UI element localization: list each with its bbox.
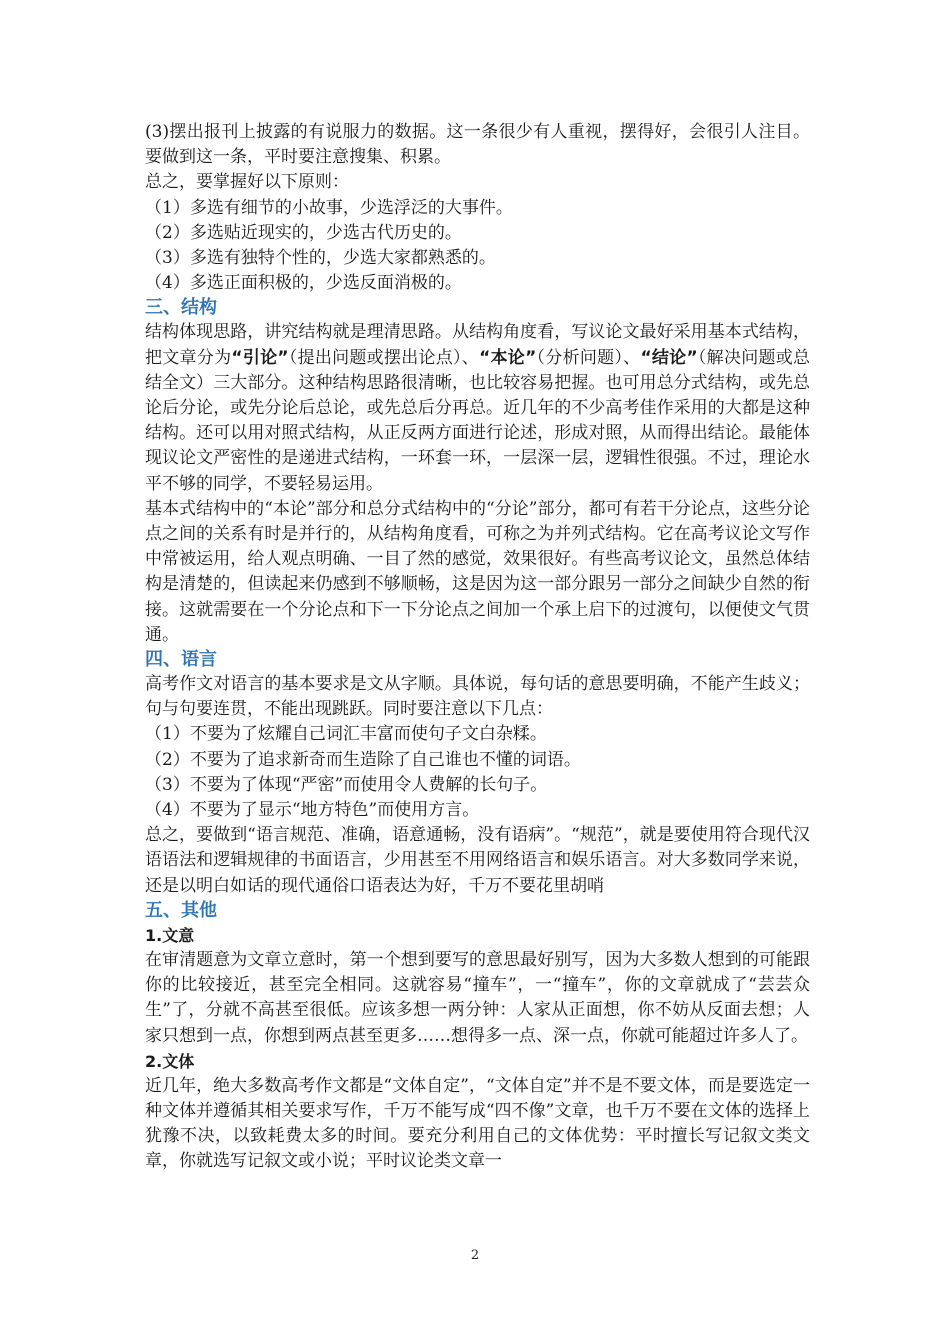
document-body [145, 120, 810, 1175]
paragraph: 在审清题意为文章立意时，第一个想到要写的意思最好别写，因为大多数人想到的可能跟你的比较接近，甚至完全相同。这就容易“撞车”，一“撞车”，你的文章就成了“芸芸众生”了，分就不高甚至很低。应该多想一两分钟：人家从正面想，你不妨从反面去想；人家只想到一点，你想到两点甚至更多……想得多一点、深一点，你就可能超过许多人了。 [145, 949, 810, 1046]
paragraph: (3)摆出报刊上披露的有说服力的数据。这一条很少有人重视，摆得好，会很引人注目。要做到这一条，平时要注意搜集、积累。 [145, 122, 810, 168]
bold-term: “结论” [640, 347, 698, 368]
text-run: （解决问题或总结全文）三大部分。这种结构思路很清晰，也比较容易把握。也可用总分式结构，或先总论后分论，或先分论后总论，或先总后分再总。近几年的不少高考佳作采用的大都是这种结构。还可以用对照式结构，从正反两方面进行论述，形成对照，从而得出结论。最能体现议论文严密性的是递进式结构，一环套一环，一层深一层，逻辑性很强。不过，理论水平不够的同学，不要轻易运用。 [145, 347, 811, 494]
subheading-genre: 2.文体 [145, 1051, 195, 1071]
text-run: （分析问题）、 [536, 347, 641, 368]
bold-term: “引论” [231, 347, 289, 368]
paragraph [145, 320, 810, 496]
list-item: （4）不要为了显示“地方特色”而使用方言。 [145, 800, 480, 821]
text-run: 结构体现思路，讲究结构就是理清思路。从结构角度看，写议论文最好采用基本式结构，把文章分为 [145, 322, 810, 368]
subheading-meaning: 1.文意 [145, 925, 195, 945]
list-item: （2）多选贴近现实的，少选古代历史的。 [145, 222, 462, 243]
paragraph: 总之，要做到“语言规范、准确，语意通畅，没有语病”。“规范”，就是要使用符合现代汉语语法和逻辑规律的书面语言，少用甚至不用网络语言和娱乐语言。对大多数同学来说，还是以明白如话的现代通俗口语表达为好，千万不要花里胡哨 [145, 825, 810, 896]
list-item: （4）多选正面积极的，少选反面消极的。 [145, 273, 462, 294]
list-item: （1）不要为了炫耀自己词汇丰富而使句子文白杂糅。 [145, 724, 547, 745]
list-item: （3）多选有独特个性的，少选大家都熟悉的。 [145, 248, 496, 269]
list-item: （3）不要为了体现“严密”而使用令人费解的长句子。 [145, 774, 548, 795]
paragraph: 基本式结构中的“本论”部分和总分式结构中的“分论”部分，都可有若干分论点，这些分论点之间的关系有时是并行的，从结构角度看，可称之为并列式结构。它在高考议论文写作中常被运用，给人观点明确、一目了然的感觉，效果很好。有些高考议论文，虽然总体结构是清楚的，但读起来仍感到不够顺畅，这是因为这一部分跟另一部分之间缺少自然的衔接。这就需要在一个分论点和下一下分论点之间加一个承上启下的过渡句，以便使文气贯通。 [145, 498, 810, 645]
paragraph: 高考作文对语言的基本要求是文从字顺。具体说，每句话的意思要明确，不能产生歧义；句与句要连贯，不能出现跳跃。同时要注意以下几点： [145, 674, 810, 720]
section-heading-structure: 三、结构 [145, 297, 217, 319]
paragraph: 近几年，绝大多数高考作文都是“文体自定”，“文体自定”并不是不要文体，而是要选定一种文体并遵循其相关要求写作，千万不能写成“四不像”文章，也千万不要在文体的选择上犹豫不决，以致耗费太多的时间。要充分利用自己的文体优势：平时擅长写记叙文类文章，你就选写记叙文或小说；平时议论类文章一 [145, 1075, 810, 1172]
paragraph: 总之，要掌握好以下原则： [145, 172, 349, 193]
page-number: 2 [470, 1248, 480, 1263]
bold-term: “本论” [479, 347, 537, 368]
section-heading-language: 四、语言 [145, 649, 217, 671]
section-heading-other: 五、其他 [145, 899, 217, 921]
text-run: （提出问题或摆出论点）、 [288, 347, 480, 368]
list-item: （2）不要为了追求新奇而生造除了自己谁也不懂的词语。 [145, 749, 581, 770]
list-item: （1）多选有细节的小故事，少选浮泛的大事件。 [145, 197, 513, 218]
